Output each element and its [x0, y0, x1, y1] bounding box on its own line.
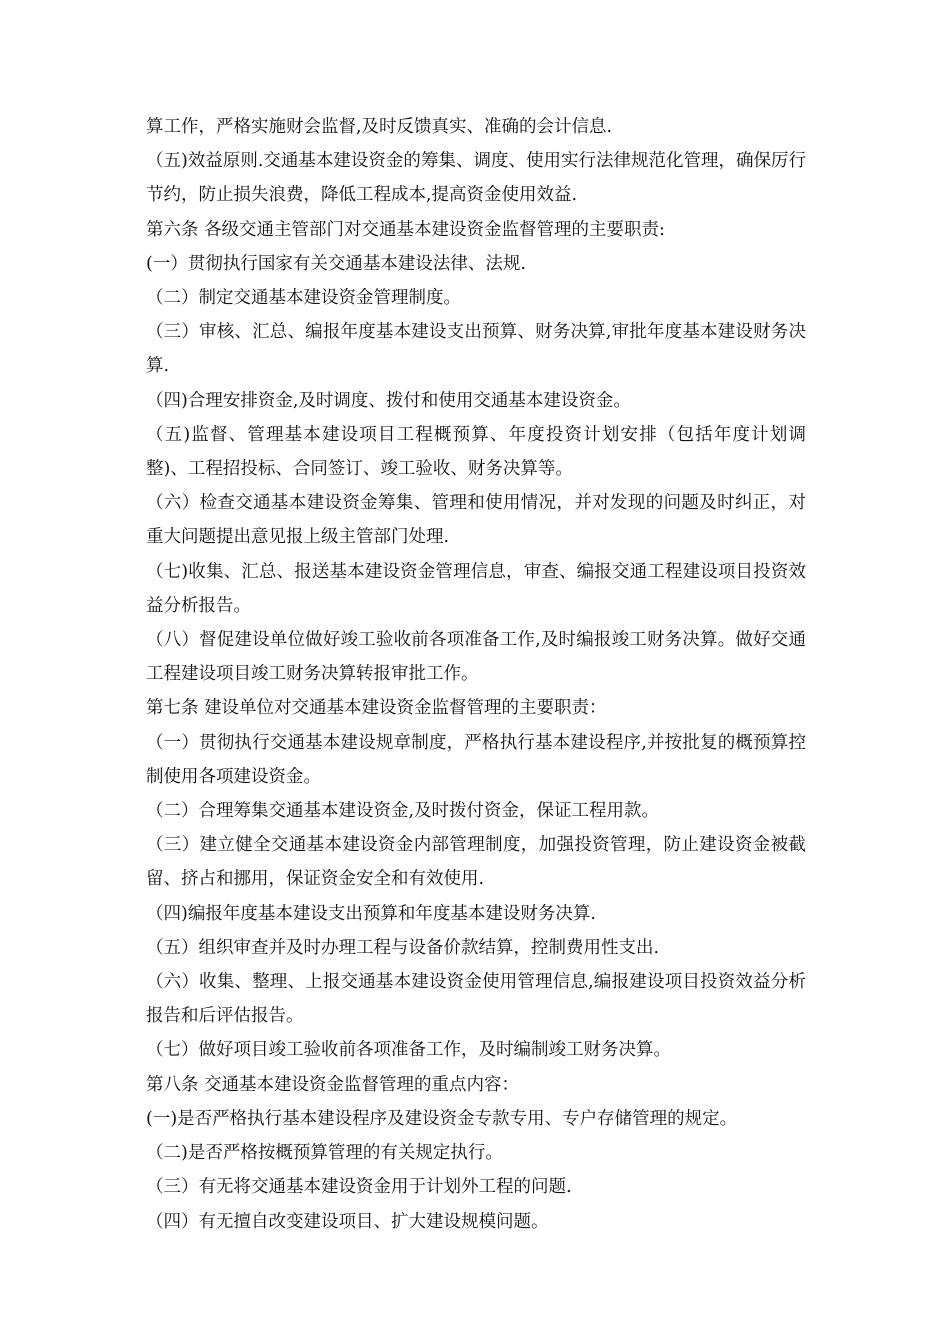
list-item: (一)是否严格执行基本建设程序及建设资金专款专用、专户存储管理的规定。 [146, 1108, 738, 1129]
list-item: （二）制定交通基本建设资金管理制度。 [146, 288, 461, 309]
list-item: （六）收集、整理、上报交通基本建设资金使用管理信息,编报建设项目投资效益分析报告和后评估报告。 [146, 972, 806, 1027]
list-item: （一）贯彻执行交通基本建设规章制度，严格执行基本建设程序,并按批复的概预算控制使用各项建设资金。 [146, 732, 806, 787]
list-item: （三）审核、汇总、编报年度基本建设支出预算、财务决算,审批年度基本建设财务决算. [146, 322, 806, 377]
list-item: (一）贯彻执行国家有关交通基本建设法律、法规. [146, 253, 526, 274]
paragraph: （五)效益原则.交通基本建设资金的筹集、调度、使用实行法律规范化管理，确保厉行节约，防止损失浪费，降低工程成本,提高资金使用效益. [146, 151, 806, 206]
article-heading: 第六条 各级交通主管部门对交通基本建设资金监督管理的主要职责: [146, 219, 665, 240]
list-item: （八）督促建设单位做好竣工验收前各项准备工作,及时编报竣工财务决算。做好交通工程建设项目竣工财务决算转报审批工作。 [146, 630, 806, 685]
list-item: （二)是否严格按概预算管理的有关规定执行。 [146, 1143, 503, 1164]
list-item: （四）有无擅自改变建设项目、扩大建设规模问题。 [146, 1211, 549, 1232]
list-item: （二）合理筹集交通基本建设资金,及时拨付资金，保证工程用款。 [146, 801, 660, 822]
document-body [146, 110, 806, 1239]
list-item: （三）建立健全交通基本建设资金内部管理制度，加强投资管理，防止建设资金被截留、挤占和挪用，保证资金安全和有效使用. [146, 835, 806, 890]
article-heading: 第七条 建设单位对交通基本建设资金监督管理的主要职责： [146, 698, 607, 719]
list-item: （四)合理安排资金,及时调度、拨付和使用交通基本建设资金。 [146, 390, 631, 411]
list-item: （七）做好项目竣工验收前各项准备工作，及时编制竣工财务决算。 [146, 1040, 671, 1061]
list-item: （四)编报年度基本建设支出预算和年度基本建设财务决算. [146, 903, 596, 924]
list-item: （六）检查交通基本建设资金筹集、管理和使用情况，并对发现的问题及时纠正，对重大问题提出意见报上级主管部门处理. [146, 493, 806, 548]
list-item: （五)监督、管理基本建设项目工程概预算、年度投资计划安排（包括年度计划调整)、工程招投标、合同签订、竣工验收、财务决算等。 [146, 424, 806, 480]
article-heading: 第八条 交通基本建设资金监督管理的重点内容： [146, 1074, 520, 1095]
list-item: （七)收集、汇总、报送基本建设资金管理信息，审查、编报交通工程建设项目投资效益分析报告。 [146, 561, 806, 616]
list-item: （三）有无将交通基本建设资金用于计划外工程的问题. [146, 1177, 572, 1198]
paragraph: 算工作，严格实施财会监督,及时反馈真实、准确的会计信息. [146, 117, 613, 137]
list-item: （五）组织审查并及时办理工程与设备价款结算，控制费用性支出. [146, 937, 660, 958]
